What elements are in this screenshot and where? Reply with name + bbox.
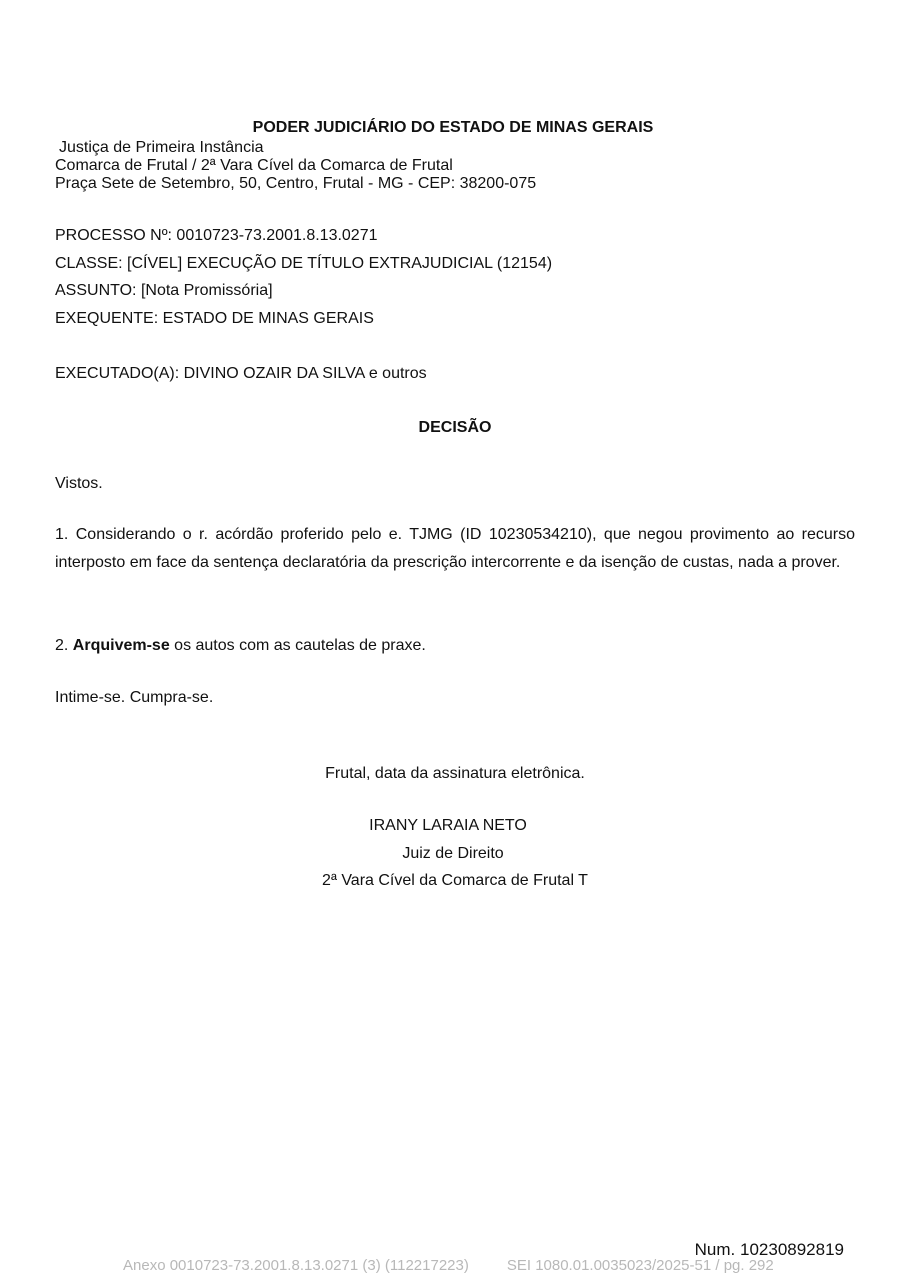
processo-field: PROCESSO Nº: 0010723-73.2001.8.13.0271 [55, 227, 378, 244]
annex-reference: Anexo 0010723-73.2001.8.13.0271 (3) (112217223) [123, 1257, 469, 1274]
decision-heading: DECISÃO [418, 419, 492, 436]
comarca-line: Comarca de Frutal / 2ª Vara Cível da Comarca de Frutal [55, 157, 453, 174]
decision-item-1: 1. Considerando o r. acórdão proferido pelo e. TJMG (ID 10230534210), que negou provimento ao recurso interposto em face da sentença declaratória da prescrição intercorrente e da isenção de custas, nada a prover. [55, 526, 855, 571]
assunto-field: ASSUNTO: [Nota Promissória] [55, 282, 273, 299]
vistos-text: Vistos. [55, 475, 103, 492]
document-number: Num. 10230892819 [694, 1240, 844, 1259]
item-2-bold-verb: Arquivem-se [72, 637, 170, 654]
decision-item-2 [55, 637, 426, 655]
sei-reference: SEI 1080.01.0035023/2025-51 / pg. 292 [506, 1257, 774, 1274]
judge-title: Juiz de Direito [402, 845, 504, 862]
court-unit: 2ª Vara Cível da Comarca de Frutal T [322, 872, 588, 889]
exequente-field: EXEQUENTE: ESTADO DE MINAS GERAIS [55, 310, 374, 327]
instance-line: Justiça de Primeira Instância [59, 139, 264, 156]
closing-text: Intime-se. Cumpra-se. [55, 689, 214, 706]
classe-field: CLASSE: [CÍVEL] EXECUÇÃO DE TÍTULO EXTRAJUDICIAL (12154) [55, 255, 553, 272]
executado-field: EXECUTADO(A): DIVINO OZAIR DA SILVA e outros [55, 365, 427, 382]
footer-watermark [123, 1257, 774, 1274]
item-2-prefix: 2. [55, 637, 73, 654]
judge-name: IRANY LARAIA NETO [369, 817, 527, 834]
item-2-rest: os autos com as cautelas de praxe. [169, 637, 426, 654]
place-date-line: Frutal, data da assinatura eletrônica. [325, 765, 585, 782]
address-line: Praça Sete de Setembro, 50, Centro, Frutal - MG - CEP: 38200-075 [55, 175, 537, 192]
court-title: PODER JUDICIÁRIO DO ESTADO DE MINAS GERAIS [252, 119, 654, 136]
